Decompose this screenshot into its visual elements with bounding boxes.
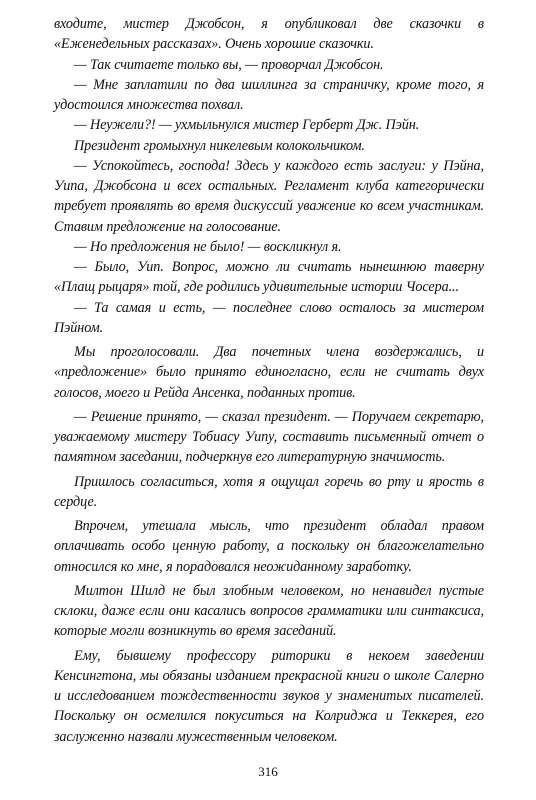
paragraph: — Успокойтесь, господа! Здесь у каждого есть заслуги: у Пэйна, Уипа, Джобсона и всех остальных. Регламент клуба категорически требует проявлять во время дискуссий уважение ко всем участникам. Ставим предложение на голосование. (54, 157, 484, 235)
paragraph: входите, мистер Джобсон, я опубликовал две сказочки в «Еженедельных рассказах». Очень хорошие сказочки. (54, 16, 484, 53)
paragraph: Мы проголосовали. Два почетных члена воздержались, и «предложение» было принято единогласно, если не считать двух голосов, моего и Рейда Ансенка, поданных против. (54, 344, 484, 401)
paragraph: Пришлось согласиться, хотя я ощущал горечь во рту и ярость в сердце. (54, 473, 484, 510)
paragraph: — Так считаете только вы, — проворчал Джобсон. (74, 56, 384, 73)
paragraph: Ему, бывшему профессору риторики в некоем заведении Кенсингтона, мы обязаны изданием прекрасной книги о школе Салерно и исследованием тождественности звуков у знаменитых писателей. Поскольку он осмелился покуситься на Колриджа и Теккерея, его заслуженно назвали мужественным человеком. (54, 647, 484, 745)
paragraph: — Было, Уип. Вопрос, можно ли считать нынешнюю таверну «Плащ рыцаря» той, где родились удивительные истории Чосера... (54, 259, 484, 296)
paragraph: — Та самая и есть, — последнее слово осталось за мистером Пэйном. (54, 299, 484, 336)
paragraph: — Но предложения не было! — воскликнул я. (74, 238, 342, 255)
paragraph: — Решение принято, — сказал президент. — Поручаем секретарю, уважаемому мистеру Тобиасу Уипу, составить письменный отчет о памятном заседании, подчеркнув его литературную значимость. (54, 408, 484, 466)
paragraph: Впрочем, утешала мысль, что президент обладал правом оплачивать особо ценную работу, а поскольку он благожелательно относился ко мне, я порадовался неожиданному заработку. (54, 518, 484, 575)
body-text (54, 14, 484, 747)
paragraph: Президент громыхнул никелевым колокольчиком. (74, 137, 365, 154)
paragraph: — Мне заплатили по два шиллинга за страничку, кроме того, я удостоился множества похвал. (54, 76, 484, 113)
paragraph: Милтон Шилд не был злобным человеком, но ненавидел пустые склоки, даже если они касались вопросов грамматики или синтаксиса, которые могли возникнуть во время заседаний. (54, 582, 484, 640)
paragraph: — Неужели?! — ухмыльнулся мистер Герберт Дж. Пэйн. (74, 117, 420, 134)
page-number: 316 (258, 764, 278, 779)
